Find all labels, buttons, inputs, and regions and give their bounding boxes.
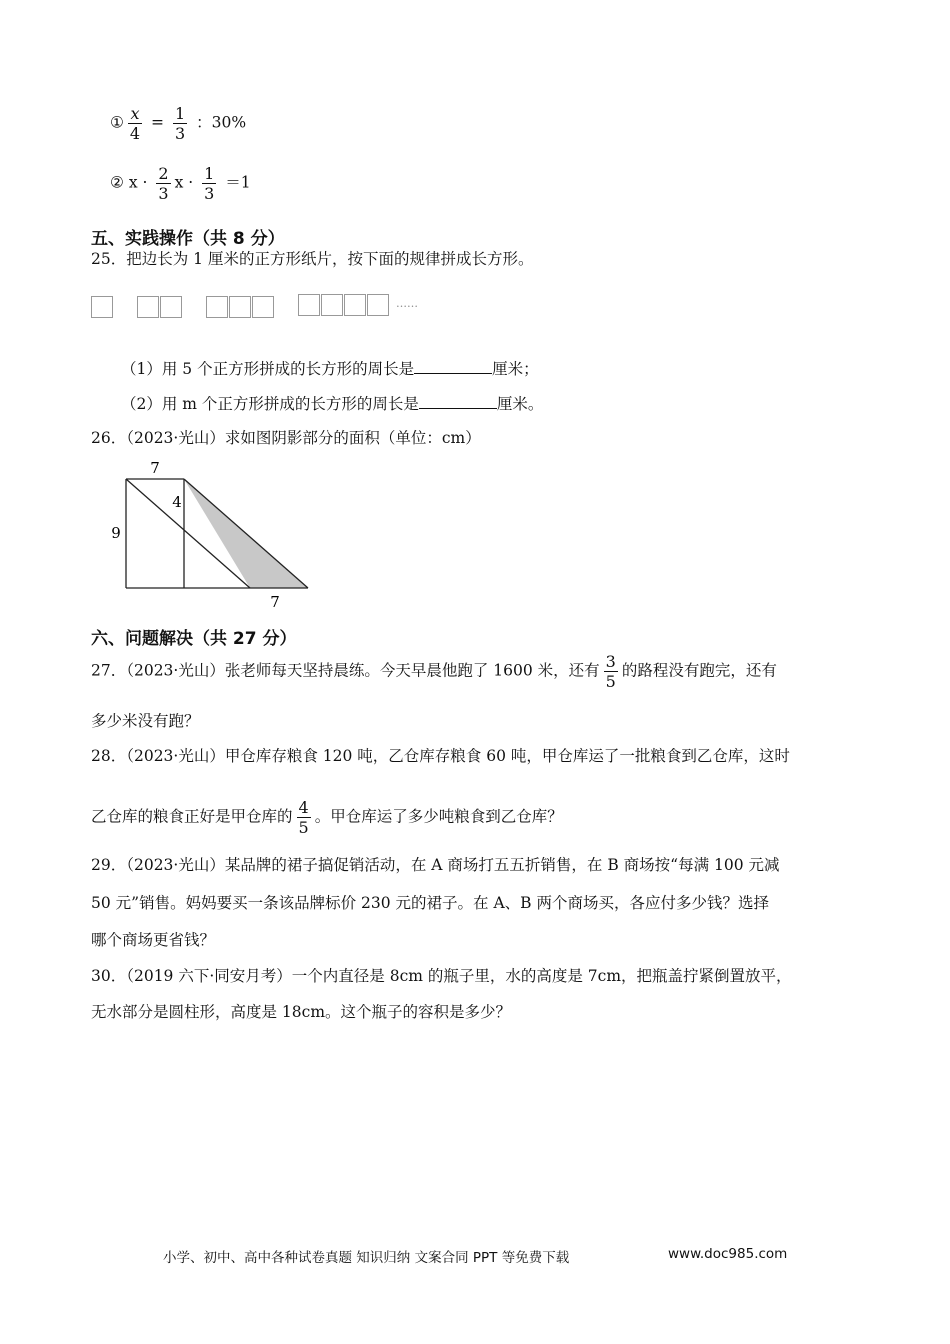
equation-2-rest: ＝1 (225, 173, 251, 192)
circle-number-1: ① (110, 113, 124, 132)
q30-line1: 30．（2019 六下·同安月考）一个内直径是 8cm 的瓶子里，水的高度是 7cm，把瓶盖拧紧倒置放平， (91, 967, 792, 985)
equation-1-rest: ：30% (196, 113, 247, 132)
square-4-1 (298, 294, 320, 316)
answer-blank-1[interactable] (414, 358, 492, 374)
fraction-3-over-5: $\frac{3}{5}$ (605, 652, 616, 691)
q28-line1: 28．（2023·光山）甲仓库存粮食 120 吨，乙仓库存粮食 60 吨，甲仓库运了一批粮食到乙仓库，这时 (91, 747, 790, 765)
square-4-3 (344, 294, 366, 316)
q26-text: 26．（2023·光山）求如图阴影部分的面积（单位：cm） (91, 429, 481, 447)
square-4-4 (367, 294, 389, 316)
label-left: 9 (111, 524, 121, 542)
q27-line2: 多少米没有跑？ (91, 712, 200, 730)
section-5-title: 五、实践操作（共 8 分） (91, 229, 285, 249)
q29-line1: 29．（2023·光山）某品牌的裙子搞促销活动，在 A 商场打五五折销售，在 B 商场按“每满 100 元减 (91, 856, 780, 874)
shaded-area-figure (100, 452, 330, 612)
fraction-2-over-3: $\frac{2}{3}$ (158, 164, 169, 203)
footer-text: 小学、初中、高中各种试卷真题 知识归纳 文案合同 PPT 等免费下载 (163, 1250, 570, 1266)
q29-line3: 哪个商场更省钱？ (91, 931, 216, 949)
label-bottom: 7 (270, 593, 280, 611)
square-4-2 (321, 294, 343, 316)
fraction-1-over-3: $\frac{1}{3}$ (174, 104, 186, 143)
q29-line2: 50 元”销售。妈妈要买一条该品牌标价 230 元的裙子。在 A、B 两个商场买，各应付多少钱？选择 (91, 894, 769, 912)
q25-sub1: （1）用 5 个正方形拼成的长方形的周长是 厘米； (121, 360, 539, 378)
ellipsis-dots: …… (396, 297, 418, 310)
eq2-dot2: · (188, 173, 194, 192)
square-1-1 (91, 296, 113, 318)
fraction-4-over-5: $\frac{4}{5}$ (298, 798, 309, 837)
square-3-3 (252, 296, 274, 318)
eq2-x1: x (128, 173, 138, 192)
fraction-x-over-4: $\frac{x}{4}$ (129, 104, 141, 143)
q28-line2: 乙仓库的粮食正好是甲仓库的 $\frac{4}{5}$ 。甲仓库运了多少吨粮食到乙仓库？ (91, 798, 563, 837)
eq2-x2: x (174, 173, 184, 192)
footer-link[interactable]: www.doc985.com (668, 1246, 788, 1262)
q27-line1: 27．（2023·光山）张老师每天坚持晨练。今天早晨他跑了 1600 米，还有 $\frac{3}{5}$ 的路程没有跑完，还有 (91, 652, 777, 691)
equation-2 (110, 164, 251, 203)
label-mid: 4 (172, 493, 182, 511)
q30-line2: 无水部分是圆柱形，高度是 18cm。这个瓶子的容积是多少？ (91, 1003, 512, 1021)
square-2-1 (137, 296, 159, 318)
eq2-dot1: · (142, 173, 148, 192)
fraction-1-over-3b: $\frac{1}{3}$ (204, 164, 215, 203)
equation-1 (110, 104, 246, 143)
circle-number-2: ② (110, 173, 124, 192)
q25-sub2: （2）用 m 个正方形拼成的长方形的周长是 厘米。 (121, 395, 544, 413)
square-3-2 (229, 296, 251, 318)
answer-blank-2[interactable] (419, 393, 497, 409)
q25-text: 25．把边长为 1 厘米的正方形纸片，按下面的规律拼成长方形。 (91, 250, 534, 268)
section-6-title: 六、问题解决（共 27 分） (91, 629, 297, 649)
square-3-1 (206, 296, 228, 318)
square-2-2 (160, 296, 182, 318)
label-top: 7 (150, 459, 160, 477)
equals-sign: = (151, 113, 165, 132)
